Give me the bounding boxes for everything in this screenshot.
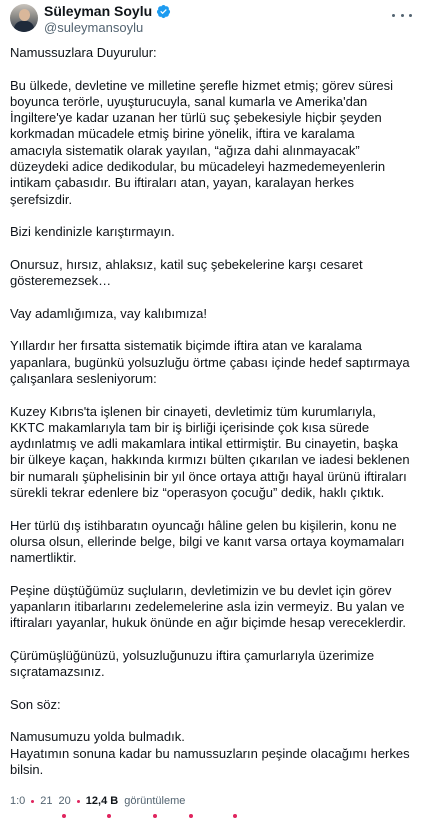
- tweet-time[interactable]: 1:0: [10, 795, 26, 807]
- tweet-paragraph: Son söz:: [10, 696, 61, 712]
- tweet-paragraph: Vay adamlığımıza, vay kalıbımıza!: [10, 305, 207, 321]
- tweet-paragraph: Onursuz, hırsız, ahlaksız, katil suç şebekelerine karşı cesaret gösteremezsek…: [10, 256, 363, 289]
- dot: [62, 814, 66, 818]
- tweet-header: [0, 0, 424, 44]
- tweet-paragraph: Bizi kendinizle karıştırmayın.: [10, 224, 175, 240]
- dot: [107, 814, 111, 818]
- verified-badge-icon: [156, 4, 171, 19]
- tweet-paragraph: Çürümüşlüğünüzü, yolsuzluğunuzu iftira çamurlarıyla üzerimize sıçratamazsınız.: [10, 647, 375, 680]
- author-row: [44, 3, 171, 19]
- tweet-year[interactable]: 20: [58, 795, 71, 807]
- tweet-paragraph: Bu ülkede, devletine ve milletine şerefle hizmet etmiş; görev süresi boyunca terörle, uyuşturucuyla, sanal kumarla ve Amerika'dan İngiltere'ye kadar uzanan her türlü suç şebekesiyle hiçbir şeyden korkmadan mücadele etmiş birine yönelik, iftira ve karalama amacıyla sistematik olarak yayılan, “ağıza dahi alınmayacak” düzeydeki adice dedikodular, bu mücadeleyi hazmedemeyenlerin intikam çabasıdır. Bu iftiraları atan, yayan, karalayan herkes şerefsizdir.: [10, 77, 393, 207]
- views-count: 12,4 B: [85, 795, 119, 807]
- avatar[interactable]: [10, 4, 38, 32]
- more-options-icon[interactable]: [392, 8, 412, 22]
- author-name[interactable]: Süleyman Soylu: [44, 3, 153, 19]
- tweet-paragraph: Peşine düştüğümüz suçluların, devletimizin ve bu devlet için görev yapanların itibarlarını zedelemelerine asla izin vermeyiz. Bu yalan ve iftiraları yayanlar, hukuk önünde en ağır biçimde hesap vereceklerdir.: [10, 582, 406, 631]
- tweet-text: [10, 45, 410, 795]
- tweet-paragraph: Namussuzlara Duyurulur:: [10, 45, 157, 60]
- dot: [189, 814, 193, 818]
- separator-dot: [77, 800, 80, 803]
- dot: [233, 814, 237, 818]
- tweet-paragraph: Yıllardır her fırsatta sistematik biçimde iftira atan ve karalama yapanlara, bugünkü yolsuzluğu örtme çabası içinde hedef saptırmaya çalışanlara sesleniyorum:: [10, 338, 410, 386]
- tweet-paragraph: Her türlü dış istihbaratın oyuncağı hâline gelen bu kişilerin, konu ne olursa olsun, ellerinde belge, bilgi ve kanıt varsa ortaya koymamaları namertliktir.: [10, 517, 405, 566]
- views-label: görüntüleme: [124, 795, 186, 807]
- tweet-date[interactable]: 21: [40, 795, 53, 807]
- tweet-paragraph: Namusumuzu yolda bulmadık. Hayatımın sonuna kadar bu namussuzların peşinde olacağımı herkes bilsin.: [10, 729, 410, 778]
- action-bar-dots: [0, 814, 424, 820]
- separator-dot: [31, 800, 34, 803]
- tweet-meta: [10, 793, 185, 809]
- tweet-paragraph: Kuzey Kıbrıs'ta işlenen bir cinayeti, devletimiz tüm kurumlarıyla, KKTC makamlarıyla tam bir iş birliği içerisinde çok kısa sürede aydınlatmış ve adli makamlara intikal ettirmiştir. Bu cinayetin, başka bir ülkeye kaçan, hakkında kırmızı bülten çıkarılan ve iadesi beklenen bir numaralı şüphelisinin bir yıl önce ortaya attığı hayal ürünü iftiraları sürekli tekrar edenlere biz “operasyon çocuğu” dedik, haklı çıktık.: [10, 403, 410, 501]
- dot: [153, 814, 157, 818]
- author-handle[interactable]: @suleymansoylu: [44, 20, 144, 35]
